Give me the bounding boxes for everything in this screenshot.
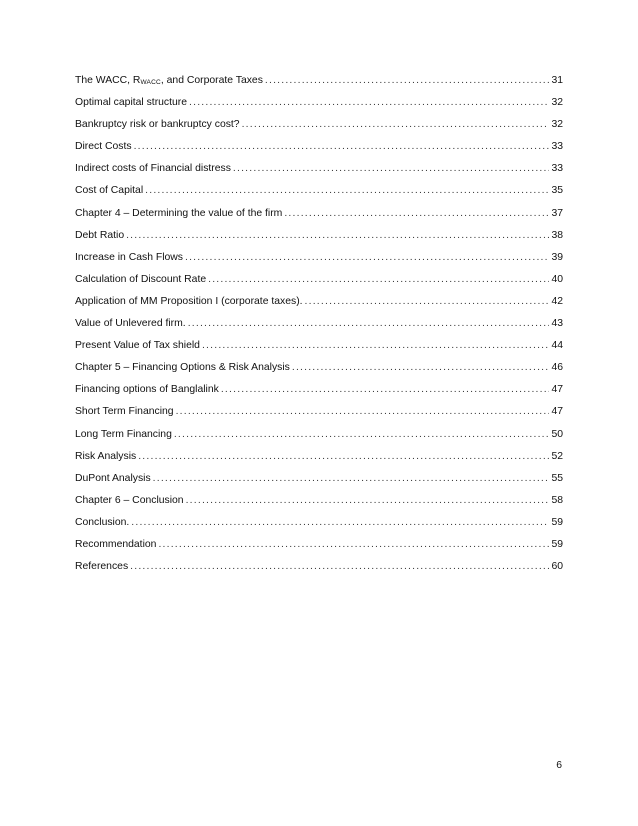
toc-title-subscript: WACC — [140, 79, 161, 86]
dot-leader — [130, 560, 549, 574]
toc-entry-direct-costs[interactable] — [75, 140, 563, 162]
toc-entry-wacc[interactable] — [75, 74, 563, 96]
dot-leader — [242, 118, 550, 132]
dot-leader — [188, 317, 550, 331]
toc-page-number: 58 — [551, 494, 563, 506]
dot-leader — [138, 450, 549, 464]
toc-entry-title: Indirect costs of Financial distress — [75, 163, 231, 175]
table-of-contents — [75, 74, 563, 582]
toc-entry-title: Risk Analysis — [75, 450, 137, 462]
toc-entry-title: Optimal capital structure — [75, 97, 188, 109]
toc-entry-title: Chapter 5 – Financing Options & Risk Analysis — [75, 362, 290, 374]
toc-page-number: 47 — [551, 384, 563, 396]
toc-entry-short-term-financing[interactable] — [75, 405, 563, 427]
toc-entry-dupont-analysis[interactable] — [75, 472, 563, 494]
toc-entry-indirect-costs[interactable] — [75, 162, 563, 184]
dot-leader — [158, 538, 549, 552]
toc-page-number: 33 — [551, 141, 563, 153]
toc-entry-unlevered-firm[interactable] — [75, 317, 563, 339]
toc-page-number: 52 — [551, 450, 563, 462]
toc-entry-cost-of-capital[interactable] — [75, 184, 563, 206]
page-number: 6 — [556, 760, 562, 771]
dot-leader — [185, 251, 549, 265]
toc-page-number: 39 — [551, 251, 563, 263]
toc-entry-title: Chapter 4 – Determining the value of the firm — [75, 207, 283, 219]
toc-entry-title: Bankruptcy risk or bankruptcy cost? — [75, 119, 240, 131]
toc-page-number: 42 — [551, 295, 563, 307]
toc-entry-debt-ratio[interactable] — [75, 229, 563, 251]
dot-leader — [189, 96, 549, 110]
dot-leader — [221, 383, 550, 397]
toc-entry-title: Short Term Financing — [75, 406, 174, 418]
toc-entry-title: Recommendation — [75, 538, 157, 550]
toc-entry-references[interactable] — [75, 560, 563, 582]
toc-entry-increase-in-cash-flows[interactable] — [75, 251, 563, 273]
dot-leader — [208, 273, 549, 287]
toc-entry-financing-options[interactable] — [75, 383, 563, 405]
toc-page-number: 40 — [551, 273, 563, 285]
dot-leader — [186, 494, 550, 508]
toc-entry-title: Debt Ratio — [75, 229, 125, 241]
toc-entry-title: Chapter 6 – Conclusion — [75, 494, 184, 506]
toc-page-number: 46 — [551, 362, 563, 374]
toc-page-number: 33 — [551, 163, 563, 175]
toc-entry-tax-shield[interactable] — [75, 339, 563, 361]
toc-entry-title: Conclusion. — [75, 516, 130, 528]
toc-page-number: 35 — [551, 185, 563, 197]
dot-leader — [145, 184, 549, 198]
toc-title-part: , and Corporate Taxes — [160, 75, 263, 86]
dot-leader — [284, 207, 549, 221]
toc-entry-title: DuPont Analysis — [75, 472, 151, 484]
dot-leader — [153, 472, 550, 486]
toc-entry-title: Financing options of Banglalink — [75, 384, 219, 396]
toc-page-number: 38 — [551, 229, 563, 241]
toc-entry-title: References — [75, 561, 129, 573]
toc-entry-optimal-capital-structure[interactable] — [75, 96, 563, 118]
toc-entry-mm-proposition[interactable] — [75, 295, 563, 317]
toc-entry-title: Application of MM Proposition I (corporate taxes). — [75, 295, 303, 307]
toc-entry-title: Increase in Cash Flows — [75, 251, 183, 263]
toc-page-number: 60 — [551, 561, 563, 573]
toc-entry-chapter-6[interactable] — [75, 494, 563, 516]
dot-leader — [292, 361, 550, 375]
toc-entry-chapter-5[interactable] — [75, 361, 563, 383]
toc-page-number: 32 — [551, 97, 563, 109]
dot-leader — [126, 229, 549, 243]
toc-entry-title: Calculation of Discount Rate — [75, 273, 207, 285]
toc-title-part: The WACC, R — [75, 75, 141, 86]
toc-page-number: 47 — [551, 406, 563, 418]
toc-entry-risk-analysis[interactable] — [75, 450, 563, 472]
toc-page-number: 32 — [551, 119, 563, 131]
toc-entry-title — [75, 74, 263, 90]
toc-entry-conclusion[interactable] — [75, 516, 563, 538]
dot-leader — [233, 162, 550, 176]
toc-page-number: 59 — [551, 516, 563, 528]
toc-entry-title: Long Term Financing — [75, 428, 172, 440]
dot-leader — [265, 74, 550, 88]
dot-leader — [305, 295, 550, 309]
dot-leader — [174, 428, 550, 442]
toc-page-number: 37 — [551, 207, 563, 219]
dot-leader — [202, 339, 549, 353]
dot-leader — [176, 405, 550, 419]
toc-page-number: 50 — [551, 428, 563, 440]
toc-entry-discount-rate[interactable] — [75, 273, 563, 295]
dot-leader — [131, 516, 549, 530]
dot-leader — [134, 140, 550, 154]
toc-entry-long-term-financing[interactable] — [75, 428, 563, 450]
toc-entry-title: Value of Unlevered firm. — [75, 318, 186, 330]
toc-page-number: 59 — [551, 538, 563, 550]
toc-entry-title: Direct Costs — [75, 141, 132, 153]
toc-entry-title: Present Value of Tax shield — [75, 340, 200, 352]
toc-page-number: 55 — [551, 472, 563, 484]
toc-page-number: 43 — [551, 318, 563, 330]
toc-entry-chapter-4[interactable] — [75, 207, 563, 229]
toc-page-number: 44 — [551, 340, 563, 352]
toc-entry-title: Cost of Capital — [75, 185, 144, 197]
toc-page-number: 31 — [551, 75, 563, 86]
toc-entry-recommendation[interactable] — [75, 538, 563, 560]
toc-entry-bankruptcy-risk[interactable] — [75, 118, 563, 140]
